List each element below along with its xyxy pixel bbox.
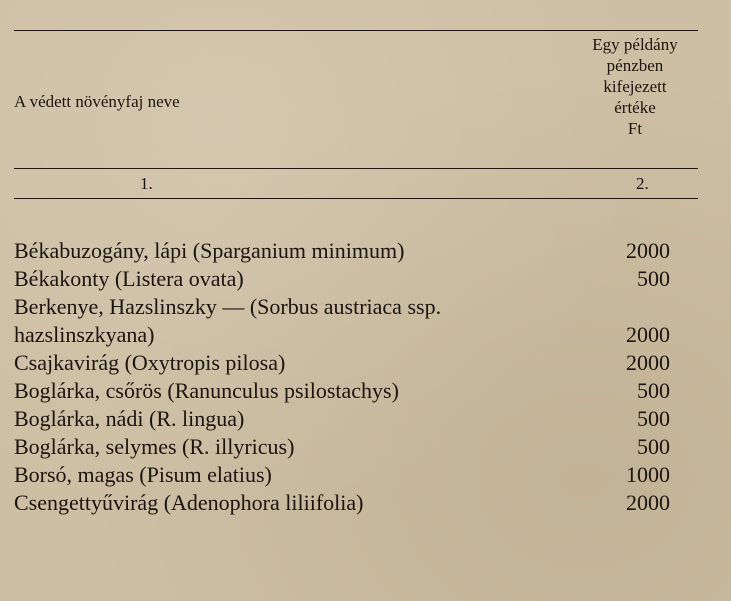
value-header-line: Ft: [627, 119, 643, 138]
species-name: Békakonty (Listera ovata): [14, 266, 244, 291]
species-table: [14, 237, 698, 517]
table-row: [14, 349, 698, 377]
species-value: 500: [637, 406, 670, 431]
species-value: 2000: [626, 322, 670, 347]
species-value: 500: [637, 378, 670, 403]
column-numbers-rule: [14, 198, 698, 199]
table-row: [14, 265, 698, 293]
species-name: Borsó, magas (Pisum elatius): [14, 462, 272, 487]
species-value: 1000: [626, 462, 670, 487]
header-bottom-rule: [14, 168, 698, 169]
species-name: Csengettyűvirág (Adenophora liliifolia): [14, 490, 364, 515]
species-value: 2000: [626, 350, 670, 375]
value-column-header: [572, 34, 698, 139]
table-row: [14, 433, 698, 461]
value-header-line: Egy példány: [592, 35, 678, 54]
table-row: [14, 489, 698, 517]
table-row: [14, 461, 698, 489]
table-row: [14, 321, 698, 349]
species-name: Boglárka, csőrös (Ranunculus psilostachys): [14, 378, 399, 403]
name-column-header: A védett növényfaj neve: [14, 92, 180, 111]
species-value: 2000: [626, 238, 670, 263]
species-name: Csajkavirág (Oxytropis pilosa): [14, 350, 286, 375]
table-row: [14, 377, 698, 405]
table-row: [14, 405, 698, 433]
column-number-1: 1.: [140, 174, 153, 193]
species-value: 500: [637, 434, 670, 459]
table-row: [14, 293, 698, 321]
species-value: 2000: [626, 490, 670, 515]
species-name: hazslinszkyana): [14, 322, 155, 347]
species-name: Békabuzogány, lápi (Sparganium minimum): [14, 238, 405, 263]
column-number-2: 2.: [636, 174, 649, 193]
species-value: 500: [637, 266, 670, 291]
value-header-line: értéke: [614, 98, 656, 117]
table-row: [14, 237, 698, 265]
top-rule: [14, 30, 698, 31]
species-name: Boglárka, selymes (R. illyricus): [14, 434, 295, 459]
value-header-line: kifejezett: [603, 77, 667, 96]
species-name: Berkenye, Hazslinszky — (Sorbus austriaca ssp.: [14, 294, 442, 319]
species-name: Boglárka, nádi (R. lingua): [14, 406, 245, 431]
value-header-line: pénzben: [606, 56, 664, 75]
